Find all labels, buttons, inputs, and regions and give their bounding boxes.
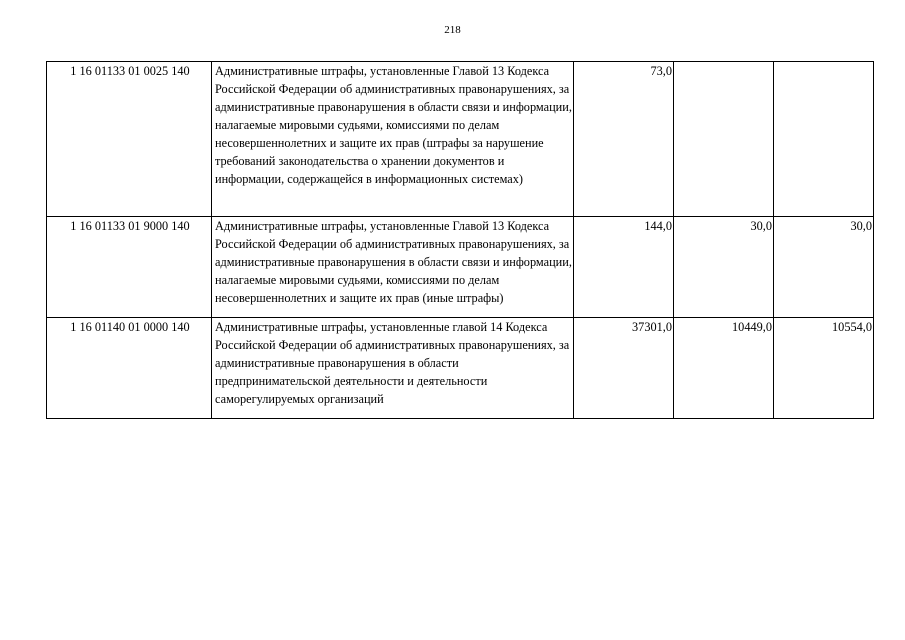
table-row: [47, 318, 874, 419]
amount-cell-3: 10554,0: [774, 318, 874, 419]
amount-cell-2: [674, 62, 774, 217]
table-row: [47, 217, 874, 318]
amount-cell-1: 73,0: [574, 62, 674, 217]
amount-cell-2: 10449,0: [674, 318, 774, 419]
budget-code-cell: 1 16 01140 01 0000 140: [47, 318, 212, 419]
amount-cell-1: 37301,0: [574, 318, 674, 419]
amount-cell-3: [774, 62, 874, 217]
budget-code-cell: 1 16 01133 01 9000 140: [47, 217, 212, 318]
description-cell: Административные штрафы, установленные Главой 13 Кодекса Российской Федерации об административных правонарушениях, за административные правонарушения в области связи и информации, налагаемые мировыми судьями, комиссиями по делам несовершеннолетних и защите их прав (иные штрафы): [212, 217, 574, 318]
description-cell: Административные штрафы, установленные главой 14 Кодекса Российской Федерации об административных правонарушениях, за административные правонарушения в области предпринимательской деятельности и деятельности саморегулируемых организаций: [212, 318, 574, 419]
page-number: 218: [444, 24, 461, 36]
amount-cell-2: 30,0: [674, 217, 774, 318]
budget-table: [46, 61, 874, 419]
amount-cell-1: 144,0: [574, 217, 674, 318]
description-cell: Административные штрафы, установленные Главой 13 Кодекса Российской Федерации об административных правонарушениях, за административные правонарушения в области связи и информации, налагаемые мировыми судьями, комиссиями по делам несовершеннолетних и защите их прав (штрафы за нарушение требований законодательства о хранении документов и информации, содержащейся в информационных системах): [212, 62, 574, 217]
table-row: [47, 62, 874, 217]
amount-cell-3: 30,0: [774, 217, 874, 318]
budget-code-cell: 1 16 01133 01 0025 140: [47, 62, 212, 217]
